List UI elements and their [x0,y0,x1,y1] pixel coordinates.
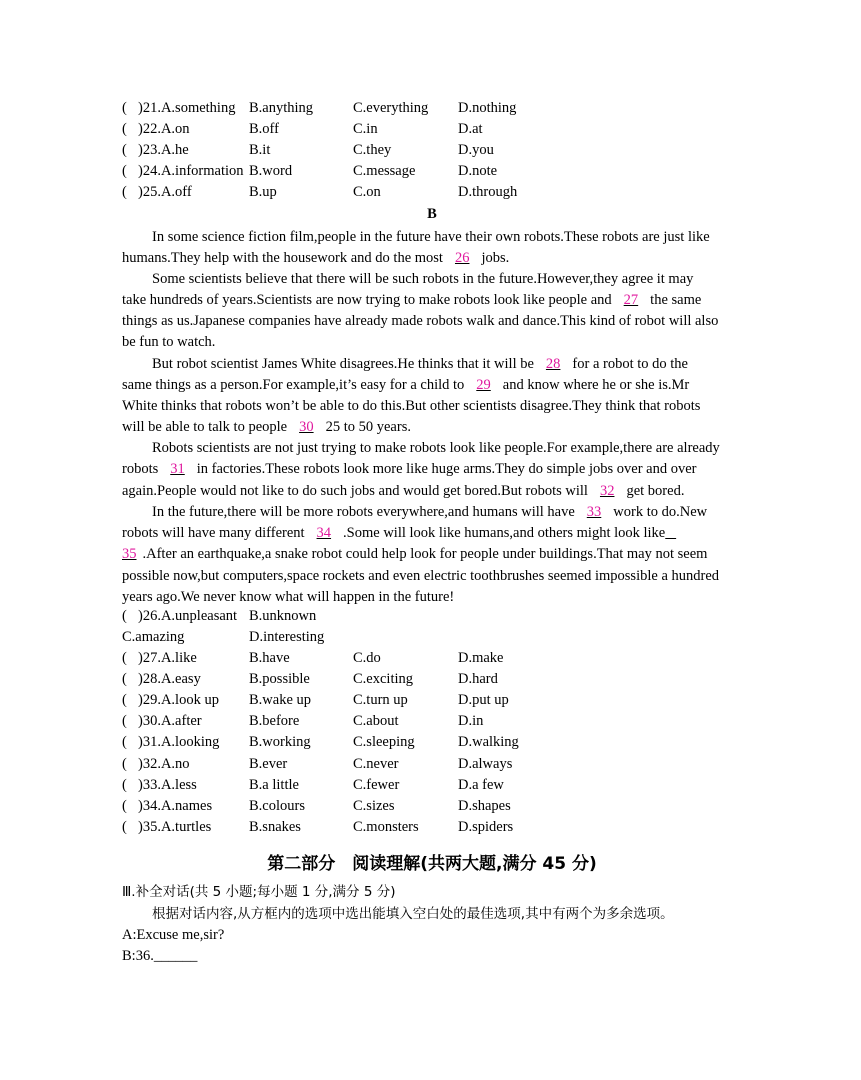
option-c: C.sleeping [353,734,415,750]
option-b: B.unknown [249,608,317,624]
blank-27: 27 [623,292,639,308]
passage-text: take hundreds of years.Scientists are now trying to make robots look like people and [122,292,612,308]
passage-line [122,354,742,375]
answer-paren: ( [122,798,127,814]
answer-paren: ( [122,756,127,772]
passage-line: be fun to watch. [122,334,216,350]
option-c: C.in [353,121,378,137]
answer-paren: ( [122,608,127,624]
option-b: B.possible [249,671,310,687]
option-b: B.ever [249,756,288,772]
answer-paren: ( [122,819,127,835]
passage-line [122,375,742,396]
blank-28: 28 [545,356,561,372]
answer-paren: ( [122,163,127,179]
passage-line [122,290,742,311]
option-b: B.wake up [249,692,312,708]
option-c: C.never [353,756,399,772]
answer-paren: ( [122,671,127,687]
option-c: C.sizes [353,798,395,814]
option-d: D.nothing [458,100,517,116]
passage-text: robots will have many different [122,525,305,541]
option-c: C.turn up [353,692,408,708]
passage-text: and know where he or she is.Mr [502,377,690,393]
option-d: D.make [458,650,504,666]
option-c: C.do [353,650,381,666]
option-a: )25.A.off [138,184,192,200]
blank-32: 32 [599,483,615,499]
option-a: )31.A.looking [138,734,220,750]
option-d: D.at [458,121,483,137]
passage-line [122,248,742,269]
option-a: )33.A.less [138,777,197,793]
blank-29: 29 [476,377,491,393]
passage-text: .After an earthquake,a snake robot could help look for people under buildings.That may not seem [142,546,708,562]
passage-line: Some scientists believe that there will be such robots in the future.However,they agree it may [152,271,694,287]
option-a: )24.A.information [138,163,244,179]
option-c: C.monsters [353,819,419,835]
option-d: D.you [458,142,494,158]
answer-paren: ( [122,121,127,137]
answer-paren: ( [122,734,127,750]
option-c: C.fewer [353,777,400,793]
passage-line [122,481,742,502]
option-a: )21.A.something [138,100,236,116]
option-c: C.amazing [122,629,185,645]
passage-text: in factories.These robots look more like huge arms.They do simple jobs over and over [196,461,697,477]
passage-line: In some science fiction film,people in the future have their own robots.These robots are just like [152,229,710,245]
option-b: B.word [249,163,293,179]
blank-26: 26 [454,250,470,266]
option-b: B.have [249,650,290,666]
option-b: B.it [249,142,271,158]
passage-text: humans.They help with the housework and do the most [122,250,443,266]
option-b: B.anything [249,100,314,116]
passage-text: In the future,there will be more robots everywhere,and humans will have [152,504,575,520]
option-d: D.a few [458,777,504,793]
passage-line: years ago.We never know what will happen in the future! [122,589,455,605]
passage-text: .Some will look like humans,and others might look like [343,525,666,541]
answer-paren: ( [122,142,127,158]
answer-paren: ( [122,184,127,200]
answer-paren: ( [122,777,127,793]
passage-text: the same [650,292,702,308]
option-b: B.before [249,713,300,729]
option-a: )22.A.on [138,121,190,137]
passage-line [122,417,742,438]
answer-paren: ( [122,713,127,729]
passage-line [122,502,742,523]
option-b: B.up [249,184,277,200]
passage-text: again.People would not like to do such jobs and would get bored.But robots will [122,483,588,499]
passage-text: get bored. [626,483,685,499]
option-d: D.shapes [458,798,511,814]
dialog-line-b: B:36.______ [122,948,198,964]
blank-34: 34 [316,525,332,541]
option-b: B.a little [249,777,299,793]
option-a: )23.A.he [138,142,189,158]
passage-line: Robots scientists are not just trying to make robots look like people.For example,there are already [152,440,720,456]
option-d: D.walking [458,734,519,750]
answer-paren: ( [122,100,127,116]
passage-text: for a robot to do the [572,356,688,372]
dialog-line-a: A:Excuse me,sir? [122,927,225,943]
passage-text: But robot scientist James White disagrees.He thinks that it will be [152,356,534,372]
option-d: D.put up [458,692,509,708]
passage-line [122,523,742,544]
answer-paren: ( [122,650,127,666]
option-d: D.in [458,713,484,729]
option-a: )26.A.unpleasant [138,608,238,624]
option-b: B.working [249,734,311,750]
section-three-title: Ⅲ.补全对话(共 5 小题;每小题 1 分,满分 5 分) [122,884,396,900]
passage-line: possible now,but computers,space rockets and even electric toothbrushes seemed impossible a hundred [122,568,720,584]
option-d: D.spiders [458,819,514,835]
option-c: C.about [353,713,399,729]
option-a: )32.A.no [138,756,190,772]
passage-line [122,544,742,565]
blank-33: 33 [586,504,602,520]
passage-text: robots [122,461,159,477]
passage-text: same things as a person.For example,it’s easy for a child to [122,377,465,393]
option-c: C.they [353,142,392,158]
passage-line: White thinks that robots won’t be able to do this.But other scientists disagree.They think that robots [122,398,701,414]
option-b: B.off [249,121,279,137]
answer-paren: ( [122,692,127,708]
option-a: )27.A.like [138,650,197,666]
option-d: D.note [458,163,498,179]
option-d: D.hard [458,671,498,687]
section-b-title: B [427,206,437,222]
option-a: )35.A.turtles [138,819,212,835]
passage-line: things as us.Japanese companies have already made robots walk and dance.This kind of robot will also [122,313,719,329]
passage-text: work to do.New [613,504,708,520]
option-c: C.message [353,163,416,179]
section-three-instruction: 根据对话内容,从方框内的选项中选出能填入空白处的最佳选项,其中有两个为多余选项。 [152,906,674,922]
option-d: D.always [458,756,513,772]
option-d: D.through [458,184,518,200]
passage-text: will be able to talk to people [122,419,288,435]
option-b: B.colours [249,798,305,814]
part-two-heading: 第二部分 阅读理解(共两大题,满分 45 分) [267,854,597,874]
option-d: D.interesting [249,629,325,645]
option-b: B.snakes [249,819,301,835]
option-a: )34.A.names [138,798,213,814]
passage-text: jobs. [481,250,510,266]
option-c: C.everything [353,100,429,116]
option-a: )28.A.easy [138,671,201,687]
blank-35: 35 [122,546,137,562]
blank-30: 30 [299,419,314,435]
passage-text: 25 to 50 years. [325,419,411,435]
option-a: )29.A.look up [138,692,219,708]
option-c: C.on [353,184,381,200]
option-a: )30.A.after [138,713,202,729]
option-c: C.exciting [353,671,414,687]
passage-line [122,459,742,480]
blank-31: 31 [170,461,185,477]
